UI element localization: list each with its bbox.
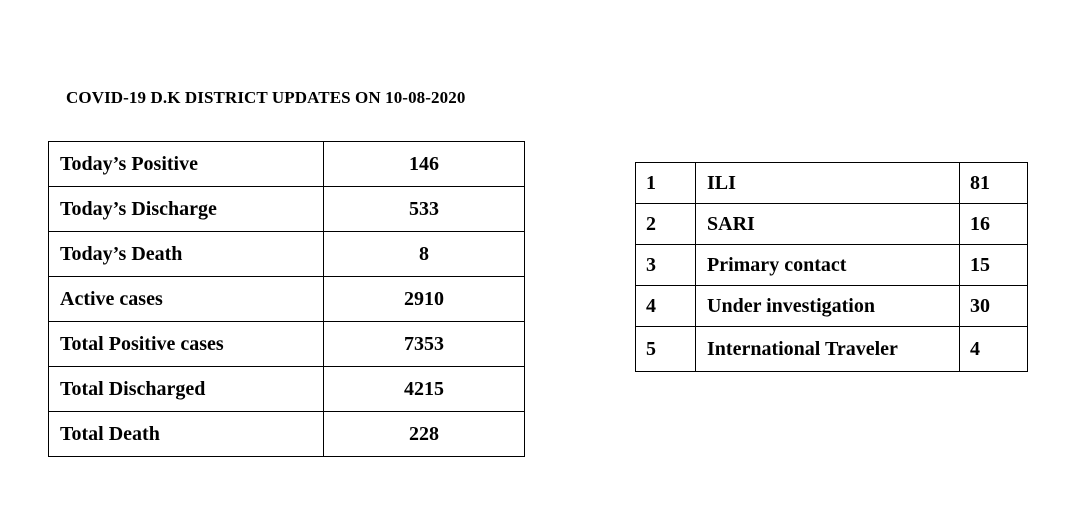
row-value: 7353: [324, 322, 525, 367]
row-value: 8: [324, 232, 525, 277]
row-label: Total Positive cases: [49, 322, 324, 367]
table-row: [49, 412, 525, 457]
table-row: [49, 277, 525, 322]
row-count: 16: [960, 204, 1028, 245]
row-number: 1: [636, 163, 696, 204]
row-value: 146: [324, 142, 525, 187]
row-count: 81: [960, 163, 1028, 204]
row-number: 4: [636, 286, 696, 327]
row-value: 2910: [324, 277, 525, 322]
row-number: 3: [636, 245, 696, 286]
row-count: 30: [960, 286, 1028, 327]
row-category: International Traveler: [696, 327, 960, 372]
row-label: Total Discharged: [49, 367, 324, 412]
row-category: SARI: [696, 204, 960, 245]
row-category: Primary contact: [696, 245, 960, 286]
table-row: [49, 187, 525, 232]
table-row: [636, 286, 1028, 327]
row-value: 228: [324, 412, 525, 457]
row-category: ILI: [696, 163, 960, 204]
page-title: COVID-19 D.K DISTRICT UPDATES ON 10-08-2020: [66, 88, 466, 107]
table-row: [49, 142, 525, 187]
row-label: Today’s Discharge: [49, 187, 324, 232]
summary-table: [48, 141, 525, 457]
table-row: [49, 232, 525, 277]
row-category: Under investigation: [696, 286, 960, 327]
row-number: 5: [636, 327, 696, 372]
table-row: [49, 367, 525, 412]
row-value: 4215: [324, 367, 525, 412]
row-label: Active cases: [49, 277, 324, 322]
row-count: 15: [960, 245, 1028, 286]
table-row: [49, 322, 525, 367]
row-label: Today’s Death: [49, 232, 324, 277]
table-row: [636, 204, 1028, 245]
table-row: [636, 245, 1028, 286]
row-label: Total Death: [49, 412, 324, 457]
row-label: Today’s Positive: [49, 142, 324, 187]
row-value: 533: [324, 187, 525, 232]
table-row: [636, 327, 1028, 372]
row-count: 4: [960, 327, 1028, 372]
row-number: 2: [636, 204, 696, 245]
table-row: [636, 163, 1028, 204]
categories-table: [635, 162, 1028, 372]
